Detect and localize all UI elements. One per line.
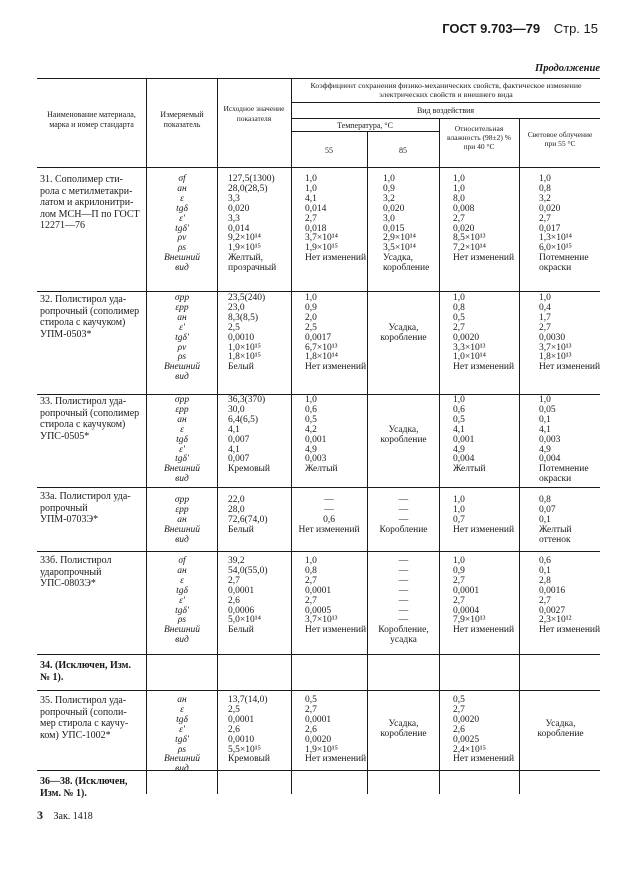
page-number: Стр. 15 [553, 21, 598, 36]
rule-row-5 [37, 654, 600, 655]
row-33a-initial: 22,0 28,0 72,6(74,0) Белый [228, 495, 268, 535]
rule-col-hum [519, 118, 520, 794]
row-34-name: 34. (Исключен, Изм. № 1). [40, 660, 131, 683]
row-33-humidity: 1,0 0,6 0,5 4,1 0,001 4,9 0,004 Желтый [453, 395, 486, 475]
rule-col-t85 [439, 118, 440, 794]
row-31-name: 31. Сополимер сти- рола с метилметакри- латом и акрилонитри- лом МСН—П по ГОСТ 12271—76 [40, 174, 140, 231]
row-33b-initial: 39,2 54,0(55,0) 2,7 0,0001 2,6 0,0006 5,0×10¹⁴ Белый [228, 556, 268, 636]
row-31-t85: 1,0 0,9 3,2 0,020 3,0 0,015 2,9×10¹⁴ 3,5×10¹⁴ Усадка, коробление [383, 174, 430, 274]
row-33a-t55: — — 0,6 Нет изменений [298, 495, 360, 535]
head-initial: Исходное значение показателя [223, 104, 285, 123]
row-33-t55: 1,0 0,6 0,5 4,2 0,001 4,9 0,003 Желтый [305, 395, 338, 475]
rule-col-t55 [367, 131, 368, 794]
row-32-t55: 1,0 0,9 2,0 2,5 0,0017 6,7×10¹³ 1,8×10¹⁴ Нет изменений [305, 293, 367, 373]
row-33b-t55: 1,0 0,8 2,7 0,0001 2,7 0,0005 3,7×10¹³ Нет изменений [305, 556, 367, 636]
row-33-name: 33. Полистирол уда- ропрочный (сополимер стирола с каучуком) УПС-0505* [40, 396, 140, 442]
doc-number: ГОСТ 9.703—79 [442, 21, 541, 36]
row-33a-humidity: 1,0 1,0 0,7 Нет изменений [453, 495, 515, 535]
row-33b-indicator: σf aн ε tgδ ε' tgδ' ρs Внешний вид [163, 556, 201, 646]
rule-row-1 [37, 291, 600, 292]
head-light: Световое облучение при 55 °С [527, 130, 593, 148]
row-33a-name: 33а. Полистирол уда- ропрочный УПМ-0703Э* [40, 491, 131, 525]
row-35-name: 35. Полистирол уда- ропрочный (сополи- мер стирола с каучу- ком) УПС-1002* [40, 695, 129, 741]
rule-row-2 [37, 394, 600, 395]
row-36-38-name: 36—38. (Исключен, Изм. № 1). [40, 776, 128, 799]
rule-col-ind [217, 78, 218, 794]
rule-col-name [146, 78, 147, 794]
row-33-light: 1,0 0,05 0,1 4,1 0,003 4,9 0,004 Потемнение окраски [539, 395, 589, 485]
row-35-t85: Усадка, коробление [380, 719, 427, 739]
page-footer [37, 808, 93, 823]
row-33a-light: 0,8 0,07 0,1 Желтый оттенок [539, 495, 572, 545]
row-31-indicator: σf aн ε tgδ ε' tgδ' ρv ρs Внешний вид [163, 174, 201, 274]
row-35-t55: 0,5 2,7 0,0001 2,6 0,0020 1,9×10¹⁵ Нет изменений [305, 695, 367, 765]
row-33-indicator: σpp εpp aн ε tgδ ε' tgδ' Внешний вид [163, 395, 201, 485]
footer-number: 3 [37, 808, 43, 822]
page-header [442, 21, 598, 36]
row-32-name: 32. Полистирол уда- ропрочный (сополимер стирола с каучуком) УПМ-0503* [40, 294, 140, 340]
rule-row-6 [37, 690, 600, 691]
row-35-initial: 13,7(14,0) 2,5 0,0001 2,6 0,0010 5,5×10¹⁵ Кремовый [228, 695, 271, 765]
row-33-initial: 36,3(370) 30,0 6,4(6,5) 4,1 0,007 4,1 0,007 Кремовый [228, 395, 271, 475]
row-32-indicator: σpp εpp aн ε' tgδ' ρv ρs Внешний вид [163, 293, 201, 383]
row-31-t55: 1,0 1,0 4,1 0,014 2,7 0,018 3,7×10¹⁴ 1,9×10¹⁵ Нет изменений [305, 174, 367, 264]
row-33-t85: Усадка, коробление [380, 425, 427, 445]
rule-impact [291, 118, 600, 119]
row-32-humidity: 1,0 0,8 0,5 2,7 0,0020 3,3×10¹³ 1,0×10¹⁴ Нет изменений [453, 293, 515, 373]
rule-row-7 [37, 770, 600, 771]
row-31-light: 1,0 0,8 3,2 0,020 2,7 0,017 1,3×10¹⁴ 6,0×10¹⁵ Потемнение окраски [539, 174, 589, 274]
rule-group [291, 102, 600, 103]
rule-temp [291, 131, 439, 132]
head-group: Коэффициент сохранения физико-механических свойств, фактическое изменение электрических свойств и внешнего вида [310, 81, 582, 99]
row-31-initial: 127,5(1300) 28,0(28,5) 3,3 0,020 3,3 0,014 9,2×10¹⁴ 1,9×10¹⁵ Желтый, прозрачный [228, 174, 277, 274]
rule-top [37, 78, 600, 79]
row-33a-t85: — — — Коробление [379, 495, 428, 535]
head-temperature: Температура, °С [337, 121, 393, 130]
row-32-initial: 23,5(240) 23,0 8,3(8,5) 2,5 0,0010 1,0×10¹⁵ 1,8×10¹⁵ Белый [228, 293, 266, 373]
row-35-humidity: 0,5 2,7 0,0020 2,6 0,0025 2,4×10¹⁵ Нет изменений [453, 695, 515, 765]
row-33b-t85: — — — — — — — Коробление, усадка [378, 556, 429, 646]
head-t55: 55 [325, 146, 333, 155]
head-name: Наименование материала, марка и номер стандарта [47, 110, 136, 129]
head-impact: Вид воздействия [416, 106, 475, 115]
row-31-humidity: 1,0 1,0 8,0 0,008 2,7 0,020 8,5×10¹³ 7,2×10¹⁴ Нет изменений [453, 174, 515, 264]
row-32-t85: Усадка, коробление [380, 323, 427, 343]
rule-row-4 [37, 551, 600, 552]
continuation-label: Продолжение [535, 63, 600, 74]
row-33b-humidity: 1,0 0,9 2,7 0,0001 2,7 0,0004 7,9×10¹³ Нет изменений [453, 556, 515, 636]
head-humidity: Относительная влажность (98±2) % при 40 °С [446, 124, 512, 151]
head-indicator: Измеряемый показатель [160, 110, 204, 129]
rule-row-3 [37, 487, 600, 488]
rule-head [37, 167, 600, 168]
rule-col-init [291, 78, 292, 794]
row-33b-name: 33б. Полистирол ударопрочный УПС-0803Э* [40, 555, 112, 589]
properties-table [37, 78, 601, 799]
head-t85: 85 [399, 146, 407, 155]
row-35-indicator: aн ε tgδ ε' tgδ' ρs Внешний вид [163, 695, 201, 775]
row-33b-light: 0,6 0,1 2,8 0,0016 2,7 0,0027 2,3×10¹² Нет изменений [539, 556, 601, 636]
footer-order: Зак. 1418 [53, 811, 93, 822]
row-32-light: 1,0 0,4 1,7 2,7 0,0030 3,7×10¹³ 1,8×10¹³ Нет изменений [539, 293, 601, 373]
row-35-light: Усадка, коробление [537, 719, 584, 739]
row-33a-indicator: σpp εpp aн Внешний вид [163, 495, 201, 545]
